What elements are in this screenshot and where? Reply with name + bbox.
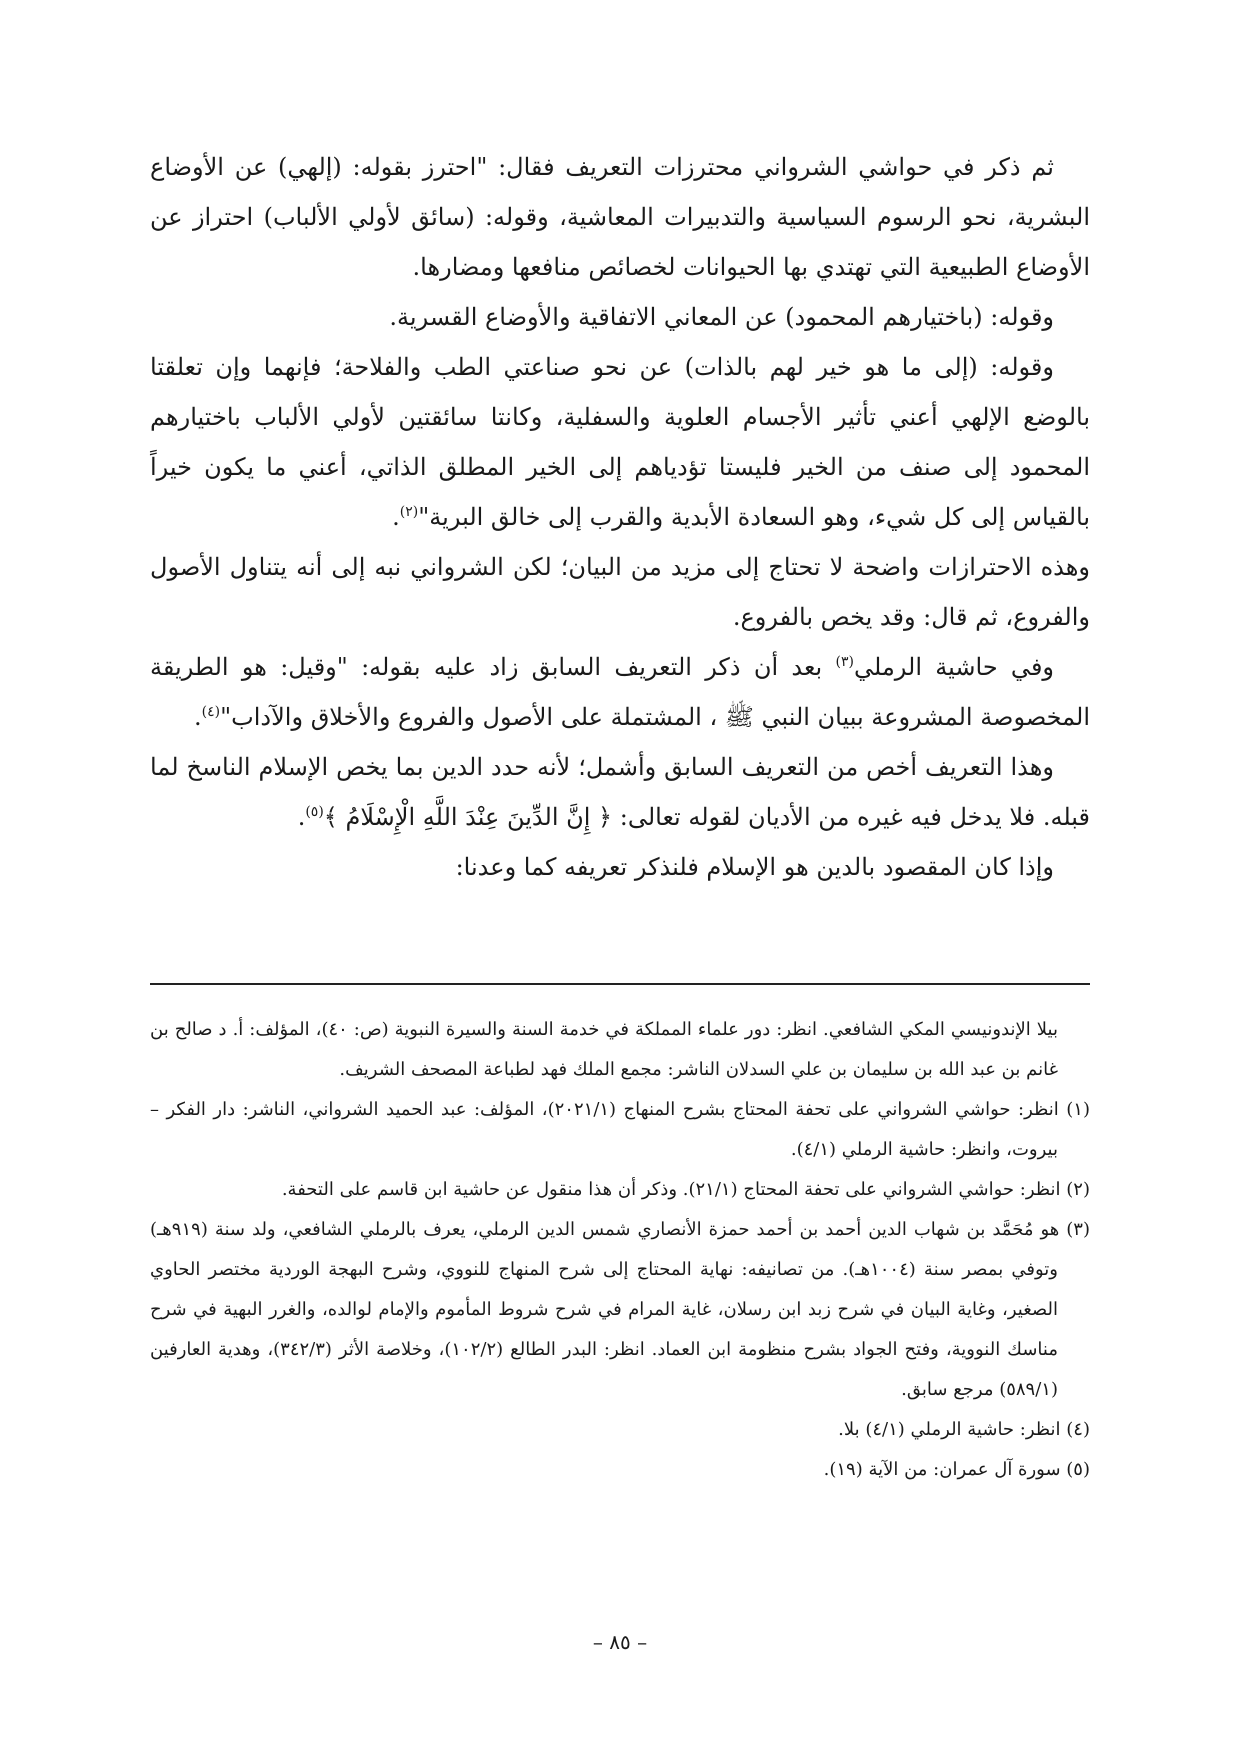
- paragraph-3-text: وقوله: (إلى ما هو خير لهم بالذات) عن نحو صناعتي الطب والفلاحة؛ فإنهما وإن تعلقتا بالوضع الإلهي أعني تأثير الأجسام العلوية والسفلية، وكانتا سائقتين لأولي الألباب باختيارهم المحمود إلى صنف من الخير فليستا تؤدياهم إلى الخير المطلق الذاتي، أعني ما يكون خيراً بالقياس إلى كل شيء، وهو السعادة الأبدية والقرب إلى خالق البرية": [150, 353, 1091, 531]
- footnote-3: (٣) هو مُحَمَّد بن شهاب الدين أحمد بن أحمد حمزة الأنصاري شمس الدين الرملي، يعرف بالرملي الشافعي، ولد سنة (٩١٩هـ) وتوفي بمصر سنة (١٠٠٤هـ). من تصانيفه: نهاية المحتاج إلى شرح المنهاج للنووي، وشرح البهجة الوردية مختصر الحاوي الصغير، وغاية البيان في شرح زبد ابن رسلان، غاية المرام في شرح شروط المأموم والإمام لوالده، والغرر البهية في شرح مناسك النووية، وفتح الجواد بشرح منظومة ابن العماد. انظر: البدر الطالع (١٠٢/٢)، وخلاصة الأثر (٣٤٢/٣)، وهدية العارفين (٥٨٩/١) مرجع سابق.: [150, 1219, 1090, 1400]
- page-number: – ٨٥ –: [592, 1630, 648, 1654]
- paragraph-3: [150, 342, 1090, 542]
- main-text: [150, 142, 1090, 892]
- paragraph-6-text: وهذا التعريف أخص من التعريف السابق وأشمل؛ لأنه حدد الدين بما يخص الإسلام الناسخ لما قبله. فلا يدخل فيه غيره من الأديان لقوله تعالى: ﴿ إِنَّ الدِّينَ عِنْدَ اللَّهِ الْإِسْلَامُ ﴾: [150, 753, 1090, 831]
- footnote-5: (٥) سورة آل عمران: من الآية (١٩).: [823, 1459, 1090, 1480]
- footnote-ref-3[interactable]: (٣): [835, 654, 854, 670]
- paragraph-6: [150, 742, 1090, 842]
- paragraph-1: ثم ذكر في حواشي الشرواني محترزات التعريف فقال: "احترز بقوله: (إلهي) عن الأوضاع البشرية، نحو الرسوم السياسية والتدبيرات المعاشية، وقوله: (سائق لأولي الألباب) احتراز عن الأوضاع الطبيعية التي تهتدي بها الحيوانات لخصائص منافعها ومضارها.: [150, 153, 1090, 281]
- paragraph-5-text-b: بعد أن ذكر التعريف السابق زاد عليه بقوله: "وقيل: هو الطريقة المخصوصة المشروعة ببيان النبي ﷺ ، المشتملة على الأصول والفروع والأخلاق والآداب": [150, 653, 1090, 731]
- paragraph-5: [150, 642, 1090, 742]
- footnote-ref-4[interactable]: (٤): [201, 704, 221, 720]
- footnote-ref-5[interactable]: (٥): [305, 804, 324, 820]
- paragraph-5-text-a: وفي حاشية الرملي: [854, 653, 1055, 681]
- footnotes: [150, 1010, 1090, 1490]
- paragraph-4: وهذه الاحترازات واضحة لا تحتاج إلى مزيد من البيان؛ لكن الشرواني نبه إلى أنه يتناول الأصول والفروع، ثم قال: وقد يخص بالفروع.: [150, 553, 1091, 631]
- period: .: [194, 703, 202, 731]
- footnote-ref-2[interactable]: (٢): [399, 504, 419, 520]
- footnote-4: (٤) انظر: حاشية الرملي (٤/١) بلا.: [838, 1419, 1090, 1440]
- period: .: [297, 803, 306, 831]
- footnote-separator: [150, 983, 1090, 985]
- footnote-carryover: بيلا الإندونيسي المكي الشافعي. انظر: دور علماء المملكة في خدمة السنة والسيرة النبوية (ص: ٤٠)، المؤلف: أ. د صالح بن غانم بن عبد الله بن سليمان بن علي السدلان الناشر: مجمع الملك فهد لطباعة المصحف الشريف.: [150, 1019, 1058, 1080]
- paragraph-2: وقوله: (باختيارهم المحمود) عن المعاني الاتفاقية والأوضاع القسرية.: [389, 303, 1054, 331]
- period: .: [392, 503, 400, 531]
- paragraph-7: وإذا كان المقصود بالدين هو الإسلام فلنذكر تعريفه كما وعدنا:: [455, 853, 1054, 881]
- footnote-1: (١) انظر: حواشي الشرواني على تحفة المحتاج بشرح المنهاج (٢٠٢١/١)، المؤلف: عبد الحميد الشرواني، الناشر: دار الفكر – بيروت، وانظر: حاشية الرملي (٤/١).: [150, 1099, 1090, 1160]
- footnote-2: (٢) انظر: حواشي الشرواني على تحفة المحتاج (٢١/١). وذكر أن هذا منقول عن حاشية ابن قاسم على التحفة.: [281, 1179, 1090, 1200]
